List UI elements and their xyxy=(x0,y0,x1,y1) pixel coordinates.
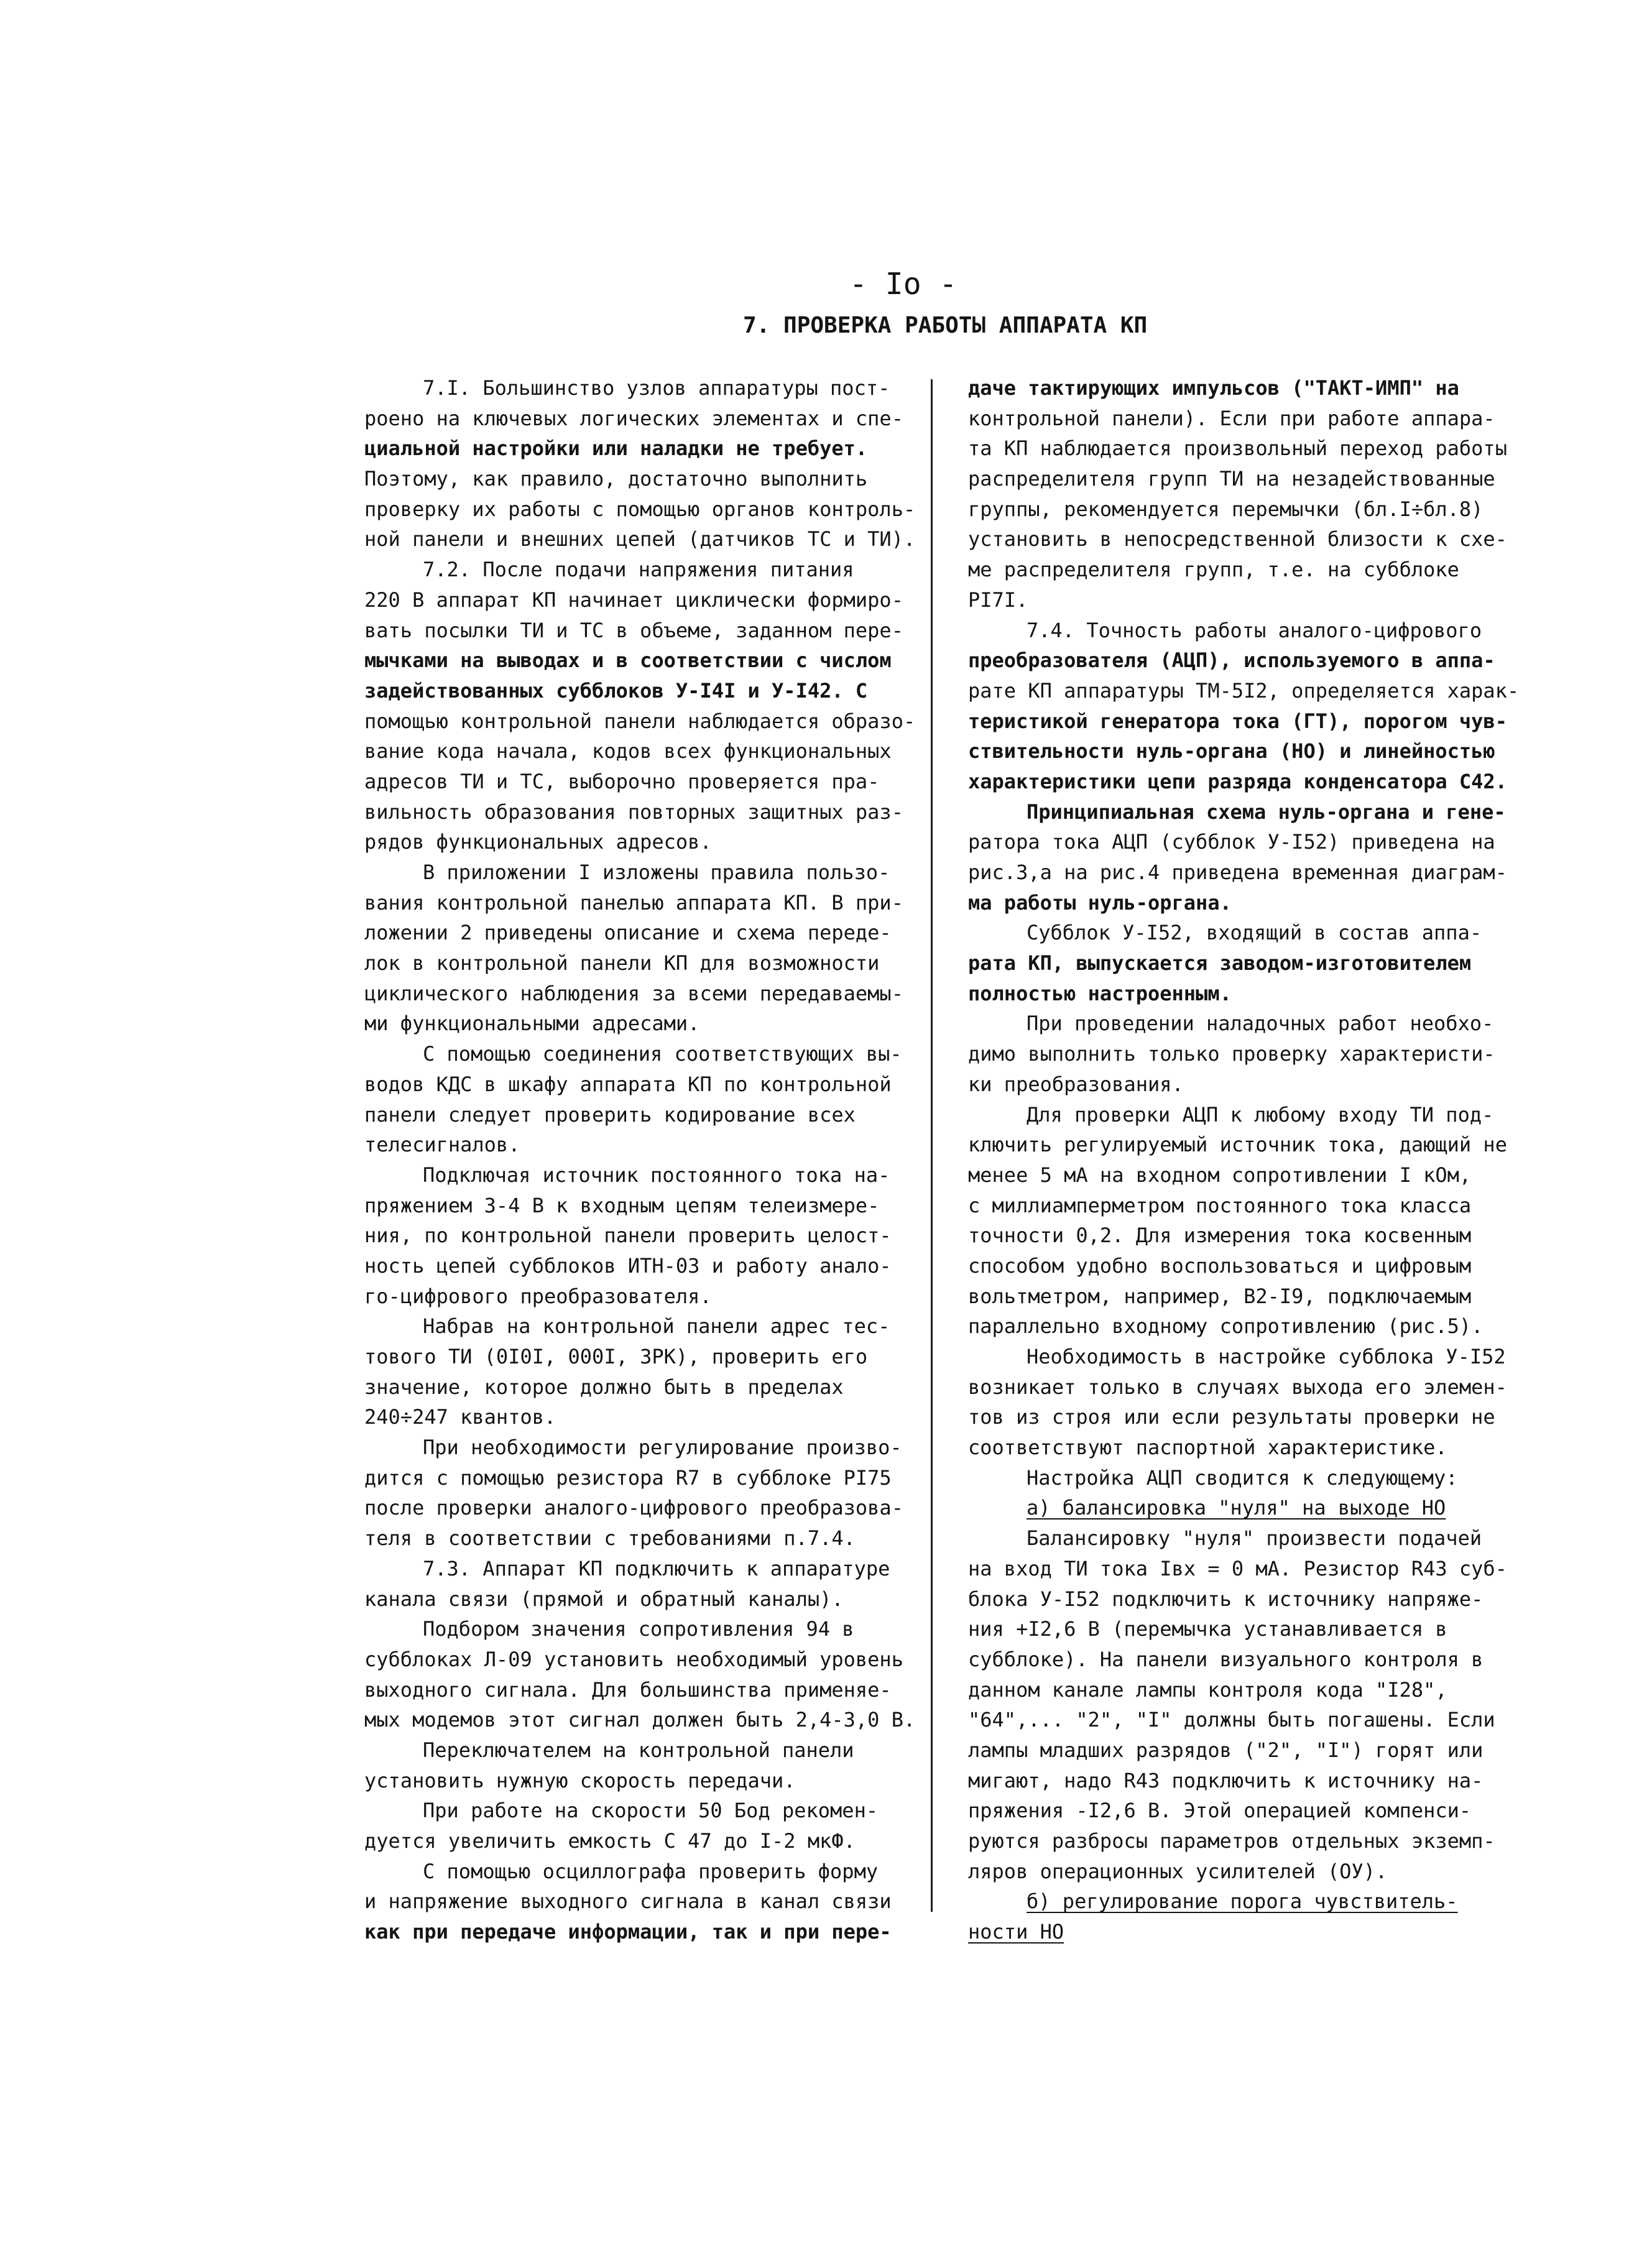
text-line: Принципиальная схема нуль-органа и гене- xyxy=(1027,800,1506,824)
text-line: теристикой генератора тока (ГТ), порогом чув- xyxy=(968,709,1507,733)
text-line: Набрав на контрольной панели адрес тес- xyxy=(423,1314,890,1339)
text-line: ми функциональными адресами. xyxy=(364,1012,700,1036)
text-line: вание кода начала, кодов всех функциональных xyxy=(364,739,892,763)
text-line: С помощью соединения соответствующих вы- xyxy=(423,1042,902,1066)
text-line: С помощью осциллографа проверить форму xyxy=(423,1859,879,1883)
text-line: При работе на скорости 50 Бод рекомен- xyxy=(423,1799,879,1823)
text-line: субблоках Л-09 установить необходимый уровень xyxy=(364,1647,903,1671)
text-line: Субблок У-I52, входящий в состав аппа- xyxy=(1027,921,1482,945)
text-line: способом удобно воспользоваться и цифровым xyxy=(968,1253,1472,1278)
text-line: 7.4. Точность работы аналого-цифрового xyxy=(1027,618,1482,642)
text-line: дится с помощью резистора R7 в субблоке РI75 xyxy=(364,1465,892,1490)
text-line: ключить регулируемый источник тока, дающий не xyxy=(968,1133,1507,1157)
section-heading: 7. ПРОВЕРКА РАБОТЫ АППАРАТА КП xyxy=(743,313,1148,338)
text-line: после проверки аналого-цифрового преобразова- xyxy=(364,1496,903,1520)
text-line: Необходимость в настройке субблока У-I52 xyxy=(1027,1345,1506,1368)
text-line: "64",... "2", "I" должны быть погашены. Если xyxy=(968,1708,1495,1732)
text-line: В приложении I изложены правила пользо- xyxy=(423,860,890,884)
text-line: установить в непосредственной близости к схе- xyxy=(968,527,1507,551)
text-line: как при передаче информации, так и при пере- xyxy=(364,1920,892,1944)
text-line: 220 В аппарат КП начинает циклически формиро- xyxy=(364,588,903,612)
text-line: 7.3. Аппарат КП подключить к аппаратуре xyxy=(423,1556,890,1580)
text-line: циклического наблюдения за всеми передаваемы- xyxy=(364,981,903,1005)
text-line: руются разбросы параметров отдельных экземп- xyxy=(968,1829,1495,1853)
column-divider xyxy=(931,379,933,1912)
subsection-b-heading: б) регулирование порога чувствитель- xyxy=(1027,1889,1458,1914)
text-line: 7.I. Большинство узлов аппаратуры пост- xyxy=(423,376,890,400)
text-line: мычками на выводах и в соответствии с числом xyxy=(364,648,892,673)
text-line: ствительности нуль-органа (НО) и линейностью xyxy=(968,739,1495,763)
text-line: Подключая источник постоянного тока на- xyxy=(423,1163,890,1187)
text-line: теля в соответствии с требованиями п.7.4. xyxy=(364,1526,856,1551)
text-line: проверку их работы с помощью органов контроль- xyxy=(364,497,916,521)
page-number: - Iо - xyxy=(849,267,958,302)
text-line: Поэтому, как правило, достаточно выполнить xyxy=(364,467,868,491)
text-line: го-цифрового преобразователя. xyxy=(364,1284,712,1308)
subsection-b-heading-cont: ности НО xyxy=(968,1920,1064,1944)
text-line: рате КП аппаратуры ТМ-5I2, определяется харак- xyxy=(968,678,1520,703)
text-line: ложении 2 приведены описание и схема переде- xyxy=(364,921,892,945)
text-line: канала связи (прямой и обратный каналы). xyxy=(364,1587,844,1611)
text-line: Для проверки АЦП к любому входу ТИ под- xyxy=(1027,1102,1494,1127)
text-line: дуется увеличить емкость С 47 до I-2 мкФ. xyxy=(364,1829,856,1853)
text-line: ной панели и внешних цепей (датчиков ТС и ТИ). xyxy=(364,527,916,551)
text-line: субблоке). На панели визуального контроля в xyxy=(968,1647,1484,1671)
text-line: ния, по контрольной панели проверить целост- xyxy=(364,1224,892,1248)
text-line: пряжения -I2,6 В. Этой операцией компенси- xyxy=(968,1799,1472,1823)
text-line: распределителя групп ТИ на незадействованные xyxy=(968,467,1495,491)
text-line: вильность образования повторных защитных раз- xyxy=(364,800,903,824)
text-line: на вход ТИ тока Iвх = 0 мА. Резистор R43 суб- xyxy=(968,1556,1507,1580)
text-line: соответствуют паспортной характеристике. xyxy=(968,1436,1447,1460)
text-line: с миллиамперметром постоянного тока класса xyxy=(968,1193,1472,1217)
text-line: и напряжение выходного сигнала в канал связи xyxy=(364,1889,892,1914)
text-line: панели следует проверить кодирование всех xyxy=(364,1102,856,1127)
text-line: данном канале лампы контроля кода "I28", xyxy=(968,1677,1447,1702)
text-line: установить нужную скорость передачи. xyxy=(364,1768,796,1792)
text-line: помощью контрольной панели наблюдается образо- xyxy=(364,709,916,733)
text-line: мых модемов этот сигнал должен быть 2,4-3,0 В. xyxy=(364,1708,916,1732)
text-line: лампы младших разрядов ("2", "I") горят или xyxy=(968,1738,1484,1762)
text-line: возникает только в случаях выхода его элемен- xyxy=(968,1375,1507,1399)
text-line: ность цепей субблоков ИТН-03 и работу анало- xyxy=(364,1253,892,1278)
text-line: телесигналов. xyxy=(364,1133,520,1157)
text-line: вания контрольной панелью аппарата КП. В при- xyxy=(364,890,903,915)
text-line: адресов ТИ и ТС, выборочно проверяется пра- xyxy=(364,769,880,793)
text-line: даче тактирующих импульсов ("ТАКТ-ИМП" на xyxy=(968,376,1459,400)
text-line: Балансировку "нуля" произвести подачей xyxy=(1027,1526,1482,1551)
text-line: роено на ключевых логических элементах и спе- xyxy=(364,406,903,430)
text-line: задействованных субблоков У-I4I и У-I42. С xyxy=(364,678,868,703)
text-line: Переключателем на контрольной панели xyxy=(423,1738,854,1762)
text-line: 7.2. После подачи напряжения питания xyxy=(423,558,854,582)
text-line: тов из строя или если результаты проверки не xyxy=(968,1405,1495,1429)
text-line: Подбором значения сопротивления 94 в xyxy=(423,1617,854,1641)
text-line: РI7I. xyxy=(968,588,1028,612)
text-line: полностью настроенным. xyxy=(968,981,1232,1005)
text-line: рядов функциональных адресов. xyxy=(364,830,712,854)
text-line: контрольной панели). Если при работе аппара- xyxy=(968,406,1495,430)
text-line: точности 0,2. Для измерения тока косвенным xyxy=(968,1224,1472,1248)
text-line: ки преобразования. xyxy=(968,1072,1184,1096)
text-line: водов КДС в шкафу аппарата КП по контрольной xyxy=(364,1072,892,1096)
text-line: преобразователя (АЦП), используемого в аппа- xyxy=(968,648,1495,673)
text-line: ме распределителя групп, т.е. на субблоке xyxy=(968,558,1459,582)
text-line: циальной настройки или наладки не требует. xyxy=(364,436,868,461)
text-line: менее 5 мА на входном сопротивлении I кОм, xyxy=(968,1163,1472,1187)
text-line: ратора тока АЦП (субблок У-I52) приведена на xyxy=(968,830,1495,854)
right-column xyxy=(968,373,1520,1947)
text-line: тового ТИ (0I0I, 000I, ЗРК), проверить его xyxy=(364,1345,868,1368)
text-line: ляров операционных усилителей (ОУ). xyxy=(968,1859,1388,1883)
text-line: лок в контрольной панели КП для возможности xyxy=(364,951,880,975)
text-line: При проведении наладочных работ необхо- xyxy=(1027,1012,1494,1036)
text-line: группы, рекомендуется перемычки (бл.I÷бл.8) xyxy=(968,497,1484,521)
text-line: выходного сигнала. Для большинства применяе- xyxy=(364,1677,892,1702)
text-line: мигают, надо R43 подключить к источнику на- xyxy=(968,1768,1484,1792)
text-line: блока У-I52 подключить к источнику напряже- xyxy=(968,1587,1484,1611)
text-line: Настройка АЦП сводится к следующему: xyxy=(1027,1465,1458,1490)
text-line: рата КП, выпускается заводом-изготовителем xyxy=(968,951,1472,975)
text-line: та КП наблюдается произвольный переход работы xyxy=(968,436,1507,461)
subsection-a-heading: а) балансировка "нуля" на выходе НО xyxy=(1027,1496,1446,1520)
text-line: пряжением 3-4 В к входным цепям телеизмере- xyxy=(364,1193,880,1217)
left-column xyxy=(364,373,927,1947)
text-line: вать посылки ТИ и ТС в объеме, заданном пере- xyxy=(364,618,903,642)
text-line: параллельно входному сопротивлению (рис.5). xyxy=(968,1314,1484,1339)
text-line: ния +I2,6 В (перемычка устанавливается в xyxy=(968,1617,1447,1641)
text-line: 240÷247 квантов. xyxy=(364,1405,556,1429)
text-line: вольтметром, например, В2-I9, подключаемым xyxy=(968,1284,1472,1308)
text-line: рис.3,а на рис.4 приведена временная диаграм- xyxy=(968,860,1507,884)
text-line: ма работы нуль-органа. xyxy=(968,890,1232,915)
text-line: характеристики цепи разряда конденсатора С42. xyxy=(968,769,1507,793)
text-line: При необходимости регулирование произво- xyxy=(423,1436,902,1460)
text-line: значение, которое должно быть в пределах xyxy=(364,1375,844,1399)
text-line: димо выполнить только проверку характеристи- xyxy=(968,1042,1495,1066)
